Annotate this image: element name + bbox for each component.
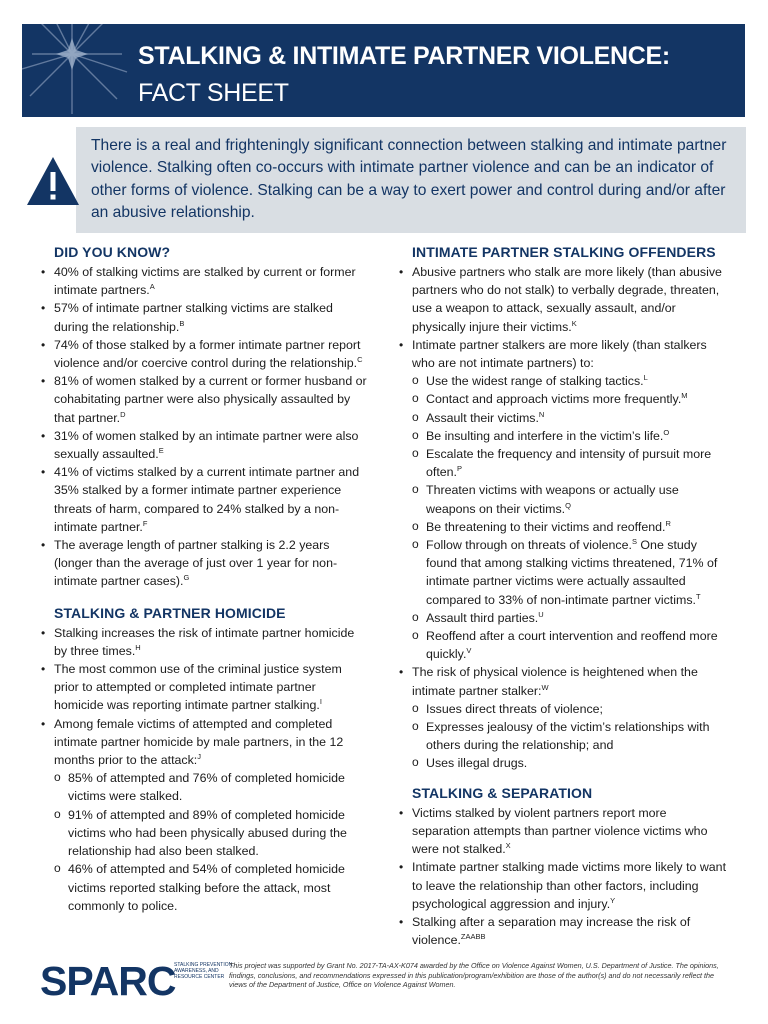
sub-list-item: o Follow through on threats of violence.$^S$ One study found that among stalking victims threatened, 71% of intimate partner victims were actually assaulted compared to 33% of non-intimate partner victims.$^T$ bbox=[396, 536, 726, 609]
list-item: • Abusive partners who stalk are more likely (than abusive partners who do not stalk) to verbally degrade, threaten, use a weapon to attack, sexually assault, and/or physically injure their victims.$^K$ bbox=[396, 263, 726, 336]
sub-list-item: o 91% of attempted and 89% of completed homicide victims who had been physically abused during the relationship had also been stalked. bbox=[38, 806, 368, 861]
list-item: • Stalking increases the risk of intimate partner homicide by three times.$^H$ bbox=[38, 624, 368, 660]
list-item: • Intimate partner stalking made victims more likely to want to leave the relationship than other factors, including psychological aggression and injury.$^Y$ bbox=[396, 858, 726, 913]
sub-list-item: o Uses illegal drugs. bbox=[396, 754, 726, 772]
intro-text: There is a real and frighteningly significant connection between stalking and intimate partner violence. Stalking often co-occurs with intimate partner violence and can be an indicator of other forms of violence. Stalking can be a way to exert power and control during and/or after an abusive relationship. bbox=[91, 137, 727, 222]
sub-list-item: o 85% of attempted and 76% of completed homicide victims were stalked. bbox=[38, 769, 368, 805]
starburst-icon bbox=[22, 24, 132, 117]
list-item: • 57% of intimate partner stalking victims are stalked during the relationship.$^B$ bbox=[38, 299, 368, 335]
homicide-heading: STALKING & PARTNER HOMICIDE bbox=[54, 604, 286, 621]
page-title: STALKING & INTIMATE PARTNER VIOLENCE: bbox=[138, 42, 670, 70]
intro-callout bbox=[76, 127, 746, 233]
sub-list-item: o Contact and approach victims more frequently.$^M$ bbox=[396, 390, 726, 408]
logo-text: SPARC bbox=[40, 958, 176, 1004]
list-item: • 40% of stalking victims are stalked by current or former intimate partners.$^A$ bbox=[38, 263, 368, 299]
list-item: • 74% of those stalked by a former intimate partner report violence and/or coercive control during the relationship.$^C$ bbox=[38, 336, 368, 372]
list-item: • 31% of women stalked by an intimate partner were also sexually assaulted.$^E$ bbox=[38, 427, 368, 463]
sub-list-item: o Expresses jealousy of the victim’s relationships with others during the relationship; and bbox=[396, 718, 726, 754]
sub-list-item: o Be insulting and interfere in the victim’s life.$^O$ bbox=[396, 427, 726, 445]
list-item: • The most common use of the criminal justice system prior to attempted or completed intimate partner homicide was reporting intimate partner stalking.$^I$ bbox=[38, 660, 368, 715]
sub-list-item: o Be threatening to their victims and reoffend.$^R$ bbox=[396, 518, 726, 536]
did-you-know-heading: DID YOU KNOW? bbox=[54, 244, 171, 260]
list-item: • The average length of partner stalking is 2.2 years (longer than the average of just over 1 year for non-intimate partner cases).$^G$ bbox=[38, 536, 368, 591]
list-item: • Victims stalked by violent partners report more separation attempts than partner violence victims who were not stalked.$^X$ bbox=[396, 804, 726, 859]
sub-list-item: o Escalate the frequency and intensity of pursuit more often.$^P$ bbox=[396, 445, 726, 481]
sub-list-item: o Assault third parties.$^U$ bbox=[396, 609, 726, 627]
separation-heading: STALKING & SEPARATION bbox=[412, 784, 593, 801]
list-item: • Stalking after a separation may increase the risk of violence.$^{ZAABB}$ bbox=[396, 913, 726, 949]
sub-list-item: o Issues direct threats of violence; bbox=[396, 700, 726, 718]
separation-list bbox=[396, 804, 726, 950]
offenders-heading: INTIMATE PARTNER STALKING OFFENDERS bbox=[412, 244, 716, 260]
grant-disclaimer: This project was supported by Grant No. 2017-TA-AX-K074 awarded by the Office on Violence Against Women, U.S. Department of Justice. The opinions, findings, conclusions, and recommendations expressed in this publication/program/exhibition are those of the author(s) and do not necessarily reflect the views of the Department of Justice, Office on Violence Against Women. bbox=[229, 961, 719, 990]
list-item: • 41% of victims stalked by a current intimate partner and 35% stalked by a former intimate partner experience threats of harm, compared to 24% stalked by a non-intimate partner.$^F$ bbox=[38, 463, 368, 536]
list-item: • 81% of women stalked by a current or former husband or cohabitating partner were also physically assaulted by that partner.$^D$ bbox=[38, 372, 368, 427]
offenders-list bbox=[396, 263, 726, 773]
list-item: • The risk of physical violence is heightened when the intimate partner stalker:$^W$ bbox=[396, 663, 726, 699]
logo-subtitle: STALKING PREVENTION, AWARENESS, AND RESOURCE CENTER bbox=[174, 962, 234, 980]
left-column bbox=[38, 244, 368, 915]
sub-list-item: o Threaten victims with weapons or actually use weapons on their victims.$^Q$ bbox=[396, 481, 726, 517]
header-banner bbox=[22, 24, 745, 117]
list-item: • Intimate partner stalkers are more likely (than stalkers who are not intimate partners) to: bbox=[396, 336, 726, 372]
sub-list-item: o Reoffend after a court intervention and reoffend more quickly.$^V$ bbox=[396, 627, 726, 663]
list-item: • Among female victims of attempted and completed intimate partner homicide by male partners, in the 12 months prior to the attack:$^J$ bbox=[38, 715, 368, 770]
sub-list-item: o Use the widest range of stalking tactics.$^L$ bbox=[396, 372, 726, 390]
did-you-know-list bbox=[38, 263, 368, 591]
sub-list-item: o Assault their victims.$^N$ bbox=[396, 409, 726, 427]
homicide-list bbox=[38, 624, 368, 915]
right-column bbox=[396, 244, 726, 949]
warning-icon bbox=[26, 156, 80, 206]
sub-list-item: o 46% of attempted and 54% of completed homicide victims reported stalking before the attack, most commonly to police. bbox=[38, 860, 368, 915]
page-subtitle: FACT SHEET bbox=[138, 79, 289, 107]
